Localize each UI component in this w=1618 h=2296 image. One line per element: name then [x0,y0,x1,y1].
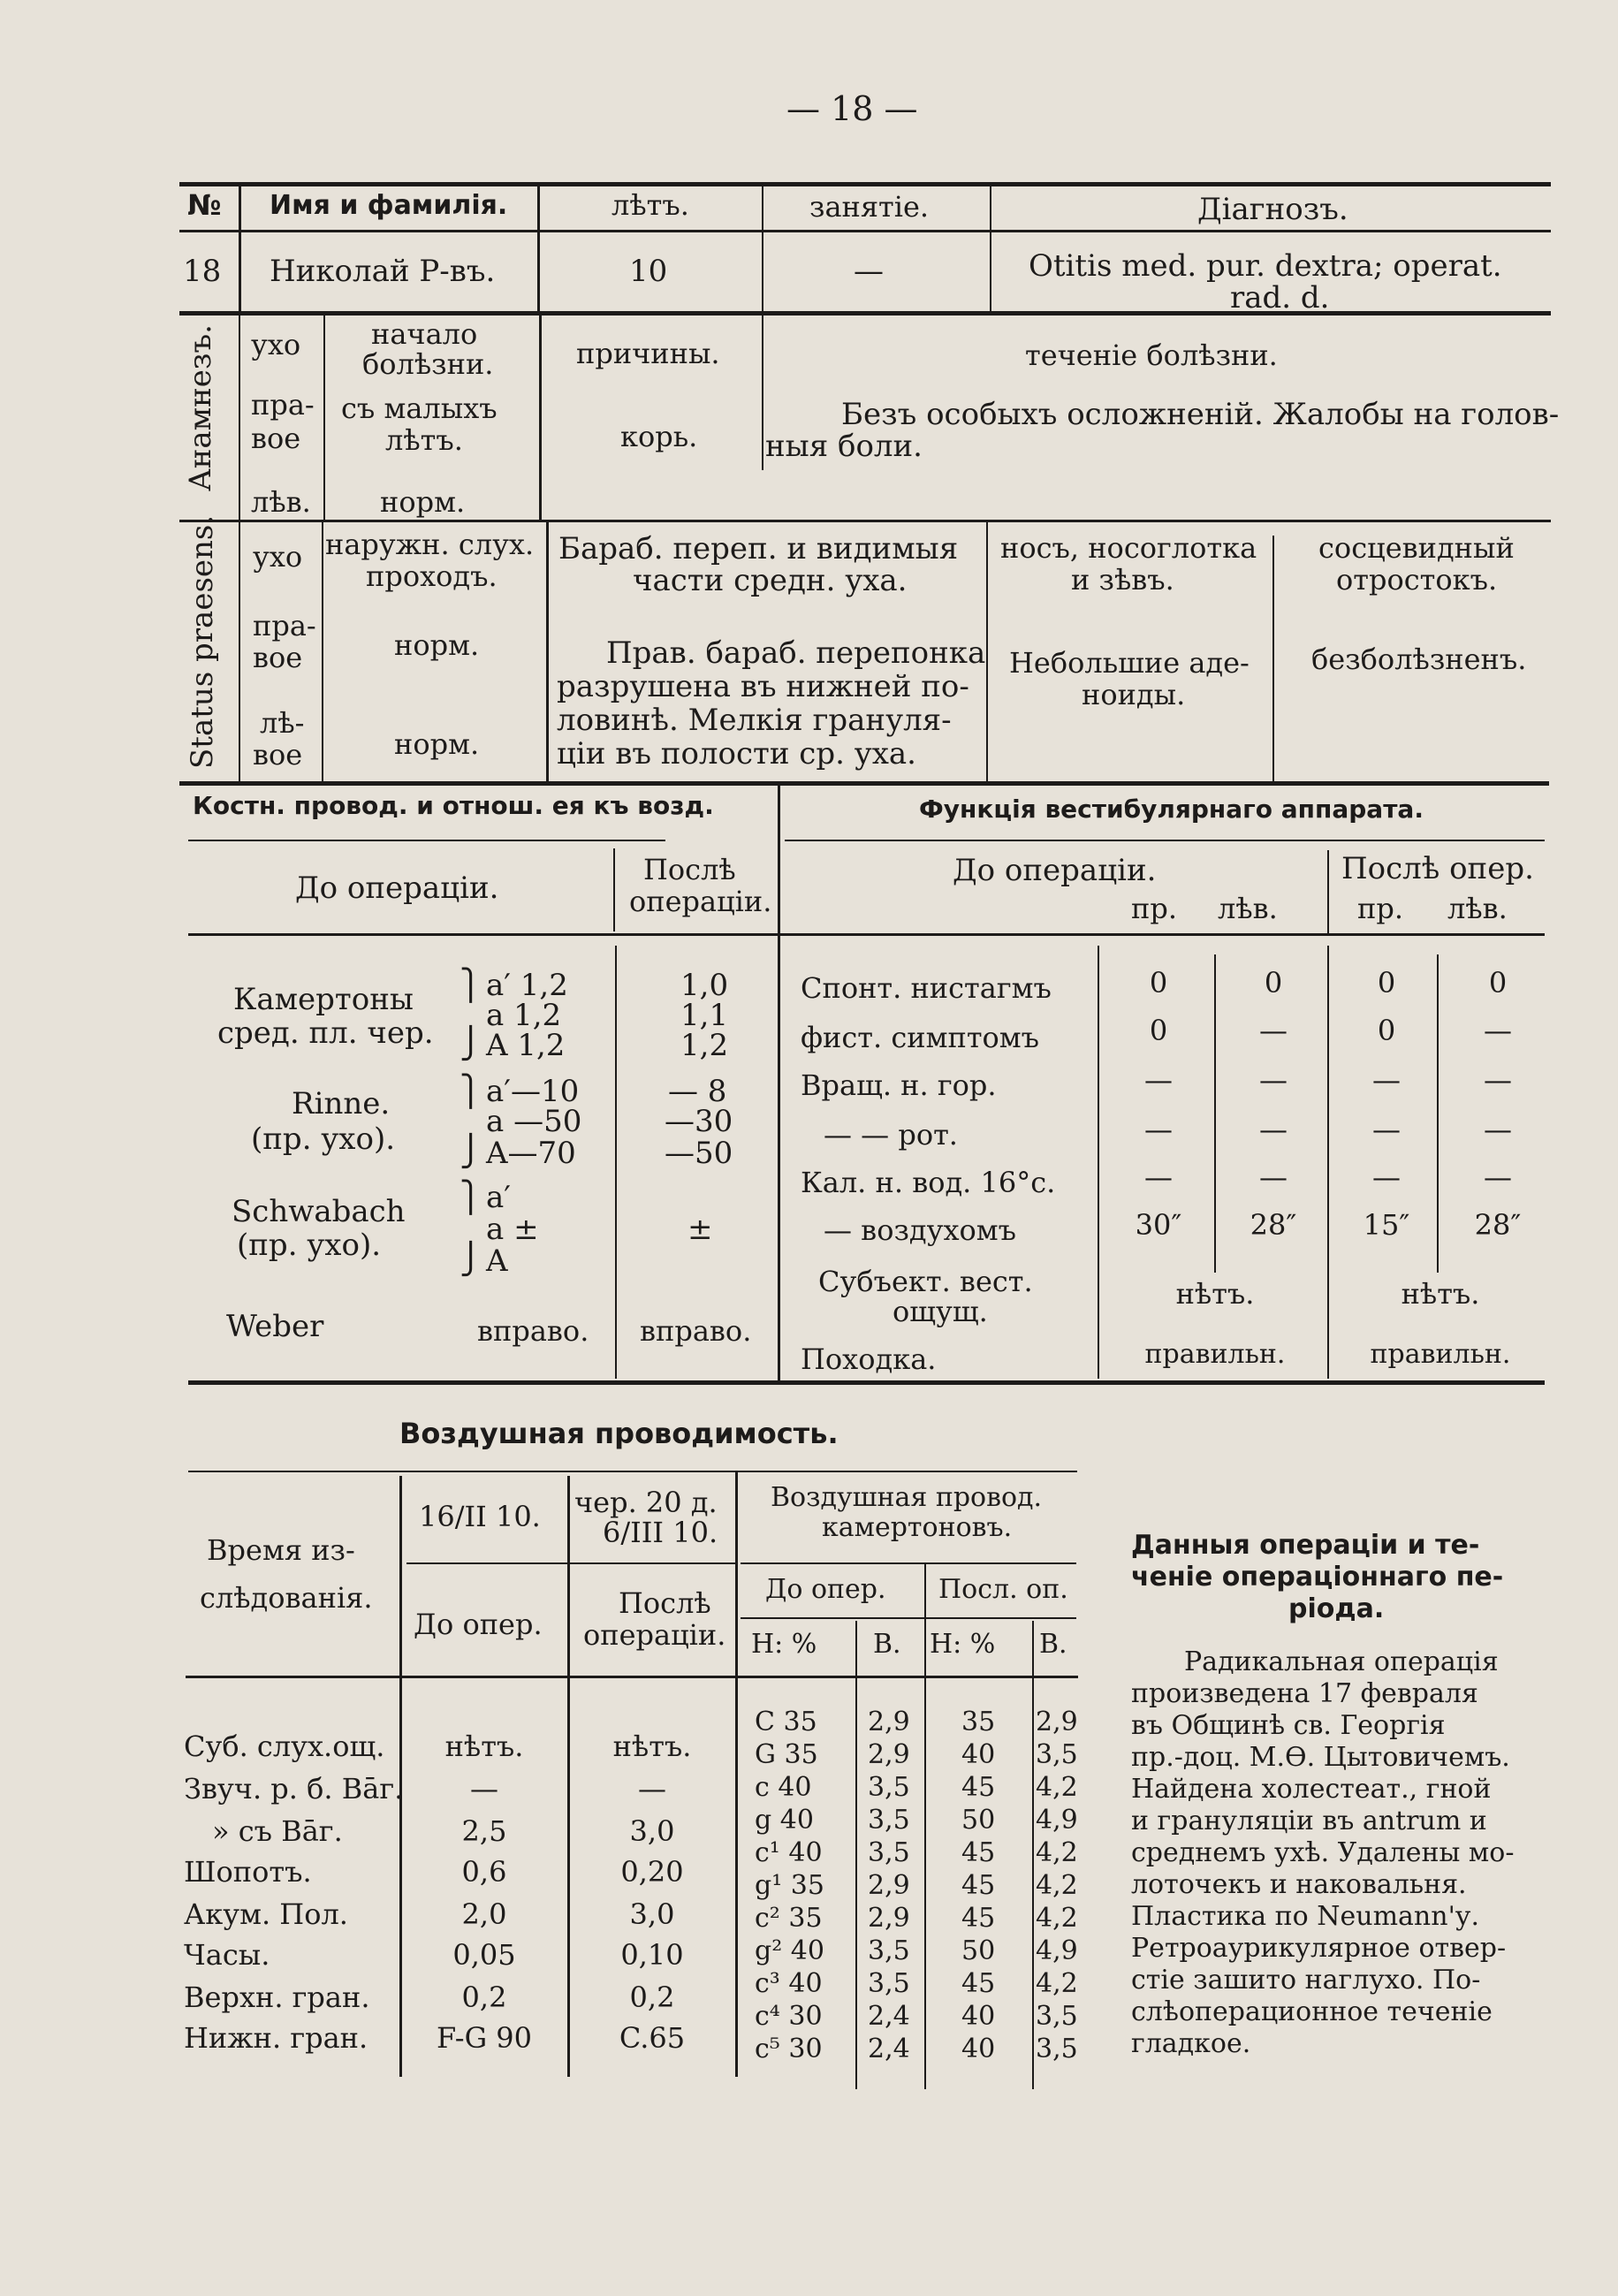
gait-after: правильн. [1370,1339,1511,1370]
rinne-after-3: —50 [665,1136,733,1171]
vest-cell: — [1259,1063,1288,1097]
date-2-line-1: чер. 20 д. [574,1486,718,1519]
tf-h2: 50 [961,1805,996,1836]
air-after-cell: нѣтъ. [612,1730,692,1763]
air-row-label: Акум. Пол. [184,1897,348,1931]
brace: ⎫ [460,1180,482,1215]
tuning-fork-label-1: Камертоны [233,982,414,1017]
page-number: — 18 — [786,89,918,128]
vest-cell: — [1259,1160,1288,1194]
vest-row-label: Вращ. н. гор. [801,1068,997,1102]
cause-header: причины. [576,337,720,370]
vest-cell: — [1484,1014,1512,1047]
tf-b1: 3,5 [868,1837,910,1868]
operation-line: стіе зашито наглухо. По- [1131,1965,1481,1996]
rinne-after-2: —30 [665,1104,733,1139]
tf-b2: 3,5 [1036,2001,1078,2032]
air-before-cell: F-G 90 [436,2021,533,2055]
bone-conduction-header: Костн. провод. и отнош. ея къ возд. [193,791,714,820]
tf-b1: 2,9 [868,1707,910,1737]
vest-row-label: фист. симптомъ [801,1021,1040,1054]
brace: ⎫ [460,968,482,1003]
air-before-cell: 0,05 [452,1938,516,1972]
vest-row-label: — — рот. [824,1118,958,1152]
mastoid-value: безболѣзненъ. [1311,642,1527,676]
air-row-label: Шопотъ. [184,1855,312,1889]
air-before-cell: 2,0 [461,1897,507,1931]
gait-before: правильн. [1144,1339,1286,1370]
tf-b2: 4,2 [1036,1837,1078,1868]
tf-tone: g² 40 [755,1935,824,1966]
schwabach-label-2: (пр. ухо). [237,1228,382,1263]
status-right-1: пра- [253,609,316,642]
gait-label: Походка. [801,1342,937,1376]
before-op-header: До опер. [414,1608,543,1641]
bone-after-header-1: Послѣ [643,853,736,886]
status-left-2: вое [253,738,303,772]
schwabach-before-1: а′ [486,1180,511,1215]
operation-line: слѣоперационное теченіе [1131,1996,1493,2027]
tf-h-pct-before: H: % [751,1629,817,1660]
operation-title-1: Данныя операціи и те- [1131,1530,1480,1561]
air-after-cell: 3,0 [629,1897,675,1931]
vest-cell: 0 [1264,966,1283,1000]
vest-cell: — [1144,1063,1173,1097]
subjective-label-2: ощущ. [893,1295,988,1328]
tf-b2: 4,9 [1036,1805,1078,1836]
tf-before-1: а′ 1,2 [486,968,568,1003]
time-header-2: слѣдованія. [200,1581,373,1615]
vest-cell: — [1484,1113,1512,1146]
operation-line: и грануляціи въ antrum и [1131,1806,1487,1836]
tf-b1: 2,4 [868,2034,910,2064]
tf-b1: 3,5 [868,1805,910,1836]
air-row-label: Суб. слух.ощ. [184,1730,385,1763]
col-occupation-header: занятіе. [809,190,930,224]
tf-h2: 40 [961,2001,996,2032]
vest-cell: 28″ [1474,1208,1522,1242]
nose-line-2: ноиды. [1082,678,1186,711]
weber-label: Weber [226,1309,324,1344]
vest-cell: 0 [1149,1014,1168,1047]
col-name-header: Имя и фамилія. [270,190,508,221]
drum-line-4: ціи въ полости ср. уха. [557,736,916,772]
vest-cell: 0 [1377,1014,1396,1047]
diagnosis-line-1: Otitis med. pur. dextra; operat. [1029,248,1502,284]
tf-b2: 2,9 [1036,1707,1078,1737]
air-before-cell: нѣтъ. [444,1730,524,1763]
brace: ⎫ [460,1074,482,1109]
anamnesis-left: лѣв. [251,485,311,519]
vest-cell: 28″ [1250,1208,1297,1242]
mastoid-header-2: отростокъ. [1336,563,1498,597]
air-before-cell: 2,5 [461,1814,507,1848]
vest-cell: — [1144,1160,1173,1194]
vest-cell: 0 [1149,966,1168,1000]
after-op-header-1: Послѣ [619,1586,711,1620]
col-age-header: лѣтъ. [611,188,689,222]
vest-cell: — [1144,1113,1173,1146]
tf-b2: 4,2 [1036,1772,1078,1803]
tf-b2: 3,5 [1036,2034,1078,2064]
air-after-cell: 0,2 [629,1980,675,2014]
patient-number: 18 [183,254,222,289]
vest-before-left: лѣв. [1218,892,1278,925]
tf-h2: 50 [961,1935,996,1966]
tf-tone: c² 35 [755,1903,823,1934]
tf-air-header-1: Воздушная провод. [771,1482,1043,1513]
patient-name: Николай Р-въ. [270,254,496,289]
tf-tone: c 40 [755,1772,812,1803]
operation-line: пр.-доц. М.Ѳ. Цытовичемъ. [1131,1742,1510,1773]
air-after-cell: C.65 [619,2021,686,2055]
tf-tone: C 35 [755,1707,817,1737]
operation-line: въ Общинѣ св. Георгія [1131,1710,1446,1741]
vest-cell: 15″ [1363,1208,1410,1242]
schwabach-before-3: A [486,1243,508,1279]
air-row-label: » съ Вāг. [212,1814,343,1848]
air-row-label: Нижн. гран. [184,2021,368,2055]
vest-cell: — [1372,1063,1401,1097]
onset-header-1: начало [371,317,478,351]
vest-before-right: пр. [1131,892,1177,925]
tf-b2: 4,2 [1036,1903,1078,1934]
vestibular-header: Функція вестибулярнаго аппарата. [919,794,1424,824]
vest-cell: — [1484,1063,1512,1097]
vest-cell: 0 [1488,966,1508,1000]
brace: ⎭ [460,1242,482,1277]
left-onset: норм. [380,485,466,519]
operation-title-2: ченіе операціоннаго пе- [1131,1562,1504,1593]
air-after-cell: 0,10 [620,1938,684,1972]
subjective-label-1: Субъект. вест. [818,1265,1033,1298]
tf-b1: 2,4 [868,2001,910,2032]
canal-header-1: наружн. слух. [325,528,535,561]
operation-line: произведена 17 февраля [1131,1678,1478,1709]
vest-cell: 0 [1377,966,1396,1000]
right-onset-1: съ малыхъ [341,392,498,425]
rinne-label-1: Rinne. [292,1086,391,1121]
tf-b1: 2,9 [868,1903,910,1934]
operation-line: Пластика по Neumann'у. [1131,1901,1479,1932]
onset-header-2: болѣзни. [362,347,494,381]
air-conduction-title: Воздушная проводимость. [399,1417,839,1450]
time-header-1: Время из- [207,1533,355,1567]
nose-header-2: и зѣвъ. [1071,563,1174,597]
status-ear-label: ухо [253,540,303,574]
diagnosis-line-2: rad. d. [1230,280,1330,316]
vest-cell: — [1484,1160,1512,1194]
vest-cell: — [1372,1160,1401,1194]
tf-h2: 45 [961,1903,996,1934]
air-before-cell: — [470,1772,498,1806]
patient-occupation: — [854,254,884,289]
brace: ⎭ [460,1026,482,1061]
rinne-before-1: а′—10 [486,1074,580,1109]
tf-b1: 2,9 [868,1870,910,1901]
tf-tone: g 40 [755,1805,814,1836]
tf-b1: 2,9 [868,1739,910,1770]
air-after-cell: 3,0 [629,1814,675,1848]
col-diagnosis-header: Діагнозъ. [1197,192,1348,227]
anamnesis-ear-label: ухо [251,328,301,361]
drum-line-3: ловинѣ. Мелкія грануля- [557,703,952,738]
air-before-cell: 0,2 [461,1980,507,2014]
anamnesis-right-2: вое [251,422,301,455]
tf-b1: 3,5 [868,1772,910,1803]
after-op-header-2: операціи. [583,1618,726,1652]
tf-b1: 3,5 [868,1968,910,1999]
tf-air-before: До опер. [765,1574,886,1605]
rinne-before-3: A—70 [486,1136,576,1171]
tf-before-3: A 1,2 [486,1028,566,1063]
tf-tone: c⁴ 30 [755,2001,823,2032]
tf-tone: g¹ 35 [755,1870,824,1901]
tf-tone: c⁵ 30 [755,2034,823,2064]
tf-b2: 4,2 [1036,1968,1078,1999]
anamnesis-right-1: пра- [251,388,315,422]
air-row-label: Звуч. р. б. Вāг. [184,1772,404,1806]
date-1: 16/II 10. [419,1500,541,1533]
operation-line: Ретроаурикулярное отвер- [1131,1933,1507,1964]
vest-row-label: — воздухомъ [824,1213,1016,1247]
course-line-2: ныя боли. [765,429,923,464]
right-onset-2: лѣтъ. [385,423,463,457]
tf-h2: 40 [961,1739,996,1770]
tuning-fork-label-2: сред. пл. чер. [217,1015,434,1051]
air-after-cell: 0,20 [620,1855,684,1889]
bone-after-header-2: операціи. [629,885,772,918]
operation-line: Найдена холестеат., гной [1131,1774,1492,1805]
vest-cell: — [1372,1113,1401,1146]
air-row-label: Верхн. гран. [184,1980,370,2014]
canal-header-2: проходъ. [366,559,498,593]
schwabach-after: ± [687,1212,713,1247]
vest-before-header: До операціи. [953,853,1157,888]
vest-after-left: лѣв. [1447,892,1508,925]
anamnesis-label: Анамнезъ. [183,324,218,491]
tf-before-2: а 1,2 [486,998,562,1033]
patient-age: 10 [629,254,668,289]
bone-before-header: До операціи. [295,871,499,906]
rinne-before-2: а —50 [486,1104,582,1139]
subjective-before: нѣтъ. [1175,1277,1255,1311]
status-left-1: лѣ- [260,706,305,740]
tf-air-header-2: камертоновъ. [822,1512,1013,1543]
air-row-label: Часы. [184,1938,270,1972]
tf-h2: 40 [961,2034,996,2064]
vest-row-label: Спонт. нистагмъ [801,971,1052,1005]
operation-line: лоточекъ и наковальня. [1131,1869,1467,1900]
col-number-header: № [187,188,222,222]
course-line-1: Безъ особыхъ осложненій. Жалобы на голов- [841,397,1560,432]
tf-h2: 45 [961,1870,996,1901]
nose-line-1: Небольшие аде- [1009,646,1250,680]
tf-b2: 4,9 [1036,1935,1078,1966]
status-label: Status praesens. [185,514,220,769]
vest-cell: — [1259,1014,1288,1047]
mastoid-header-1: сосцевидный [1318,531,1515,565]
tf-tone: c³ 40 [755,1968,823,1999]
drum-header-1: Бараб. переп. и видимыя [558,531,959,566]
status-right-2: вое [253,641,303,674]
tf-after-1: 1,0 [680,968,729,1003]
operation-line: Радикальная операція [1184,1646,1499,1677]
tf-h2: 45 [961,1772,996,1803]
tf-h2: 35 [961,1707,996,1737]
rinne-label-2: (пр. ухо). [251,1121,396,1157]
date-2-line-2: 6/III 10. [603,1516,718,1549]
course-header: теченіе болѣзни. [1025,338,1278,372]
rinne-after-1: — 8 [668,1074,727,1109]
vest-row-label: Кал. н. вод. 16°с. [801,1166,1056,1199]
left-canal: норм. [394,727,480,761]
schwabach-label-1: Schwabach [232,1194,406,1229]
tf-h2: 45 [961,1968,996,1999]
air-before-cell: 0,6 [461,1855,507,1889]
vest-cell: — [1259,1113,1288,1146]
operation-title-3: ріода. [1288,1593,1385,1624]
vest-after-right: пр. [1357,892,1403,925]
drum-line-1: Прав. бараб. перепонка [606,635,986,671]
tf-tone: G 35 [755,1739,818,1770]
tf-h-pct-after: H: % [930,1629,996,1660]
tf-after-3: 1,2 [680,1028,729,1063]
tf-b1: 3,5 [868,1935,910,1966]
weber-before: вправо. [477,1314,589,1348]
vest-cell: 30″ [1135,1208,1182,1242]
nose-header-1: носъ, носоглотка [1000,531,1257,565]
right-cause: корь. [620,420,698,453]
drum-header-2: части средн. уха. [633,563,908,598]
weber-after: вправо. [640,1314,752,1348]
operation-line: гладкое. [1131,2028,1251,2059]
schwabach-before-2: а ± [486,1212,539,1247]
tf-b2: 4,2 [1036,1870,1078,1901]
operation-line: среднемъ ухѣ. Удалены мо- [1131,1837,1515,1868]
tf-h2: 45 [961,1837,996,1868]
drum-line-2: разрушена въ нижней по- [557,669,969,704]
tf-air-after: Посл. оп. [938,1574,1068,1605]
air-after-cell: — [638,1772,666,1806]
right-canal: норм. [394,628,480,662]
brace: ⎭ [460,1134,482,1169]
tf-tone: c¹ 40 [755,1837,823,1868]
vest-after-header: Послѣ опер. [1341,851,1534,886]
tf-after-2: 1,1 [680,998,729,1033]
tf-b-after: B. [1039,1629,1067,1660]
tf-b2: 3,5 [1036,1739,1078,1770]
tf-b-before: B. [873,1629,901,1660]
subjective-after: нѣтъ. [1401,1277,1480,1311]
